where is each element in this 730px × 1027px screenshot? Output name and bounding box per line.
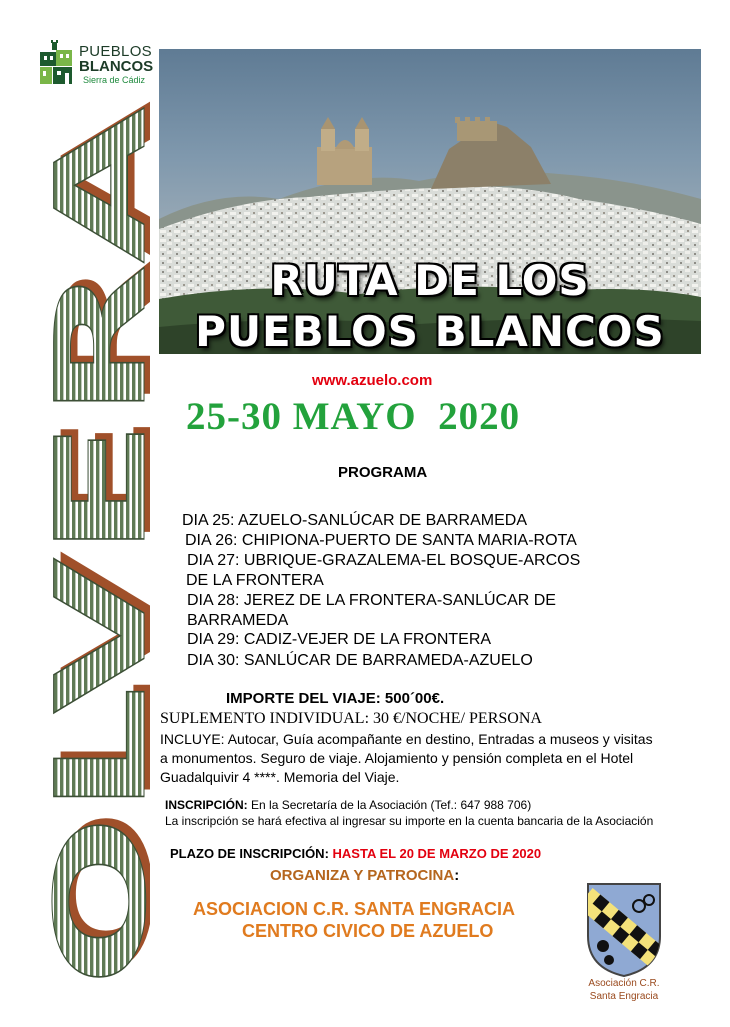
organizer-heading-text: ORGANIZA Y PATROCINA <box>270 867 455 884</box>
shield-icon <box>583 880 665 978</box>
itinerary-line: DIA 25: AZUELO-SANLÚCAR DE BARRAMEDA <box>182 512 527 529</box>
itinerary-line: DIA 29: CADIZ-VEJER DE LA FRONTERA <box>187 631 492 648</box>
side-title-graphic <box>22 95 150 1000</box>
itinerary-line: DE LA FRONTERA <box>186 572 324 589</box>
banner-headline-line-1: RUTA DE LOS <box>270 256 590 305</box>
deadline-value: HASTA EL 20 DE MARZO DE 2020 <box>332 846 542 861</box>
registration-label: INSCRIPCIÓN: <box>165 798 248 812</box>
event-dates: 25-30 MAYO 2020 <box>186 395 521 438</box>
trip-price: IMPORTE DEL VIAJE: 500´00€. <box>226 690 445 707</box>
itinerary-line: BARRAMEDA <box>187 612 289 629</box>
emblem-caption-2: Santa Engracia <box>589 991 659 1002</box>
itinerary-line: DIA 28: JEREZ DE LA FRONTERA-SANLÚCAR DE <box>187 592 556 609</box>
emblem-caption-1: Asociación C.R. <box>588 978 660 989</box>
deadline-label: PLAZO DE INSCRIPCIÓN: <box>170 846 329 861</box>
logo-line-2: BLANCOS <box>79 58 154 75</box>
organizer-name-1: ASOCIACION C.R. SANTA ENGRACIA <box>193 899 516 919</box>
registration-info <box>165 797 665 829</box>
association-emblem <box>583 880 665 1005</box>
organizer-heading <box>270 867 459 884</box>
banner-headline-line-2: PUEBLOS BLANCOS <box>195 307 665 354</box>
itinerary-line: DIA 26: CHIPIONA-PUERTO DE SANTA MARIA-ROTA <box>185 532 577 549</box>
side-title-shadow: OLVERA <box>37 440 150 980</box>
pueblos-blancos-logo <box>38 40 158 90</box>
itinerary-line: DIA 30: SANLÚCAR DE BARRAMEDA-AZUELO <box>187 652 533 669</box>
website-link[interactable]: www.azuelo.com <box>312 372 433 389</box>
registration-deadline <box>170 846 541 861</box>
includes-text: INCLUYE: Autocar, Guía acompañante en destino, Entradas a museos y visitas a monumentos. Seguro de viaje. Alojamiento y pensión completa en el Hotel Guadalquivir 4 ****. Memoria del Viaje. <box>160 731 653 785</box>
itinerary-line: DIA 27: UBRIQUE-GRAZALEMA-EL BOSQUE-ARCOS <box>187 552 581 569</box>
banner-photo <box>159 49 701 354</box>
white-villages-icon <box>38 40 74 86</box>
single-supplement: SUPLEMENTO INDIVIDUAL: 30 €/NOCHE/ PERSONA <box>160 710 542 727</box>
side-title-text: OLVERA <box>30 447 150 987</box>
organizer-name-2: CENTRO CIVICO DE AZUELO <box>242 921 494 941</box>
logo-line-1: PUEBLOS <box>79 43 152 60</box>
registration-text: En la Secretaría de la Asociación (Tef.: 647 988 706) <box>251 798 532 812</box>
organizer-heading-colon: : <box>454 867 460 884</box>
programa-heading: PROGRAMA <box>338 464 428 481</box>
side-title-wordart <box>22 95 150 1000</box>
registration-note: La inscripción se hará efectiva al ingresar su importe en la cuenta bancaria de la Asociación <box>165 814 654 828</box>
logo-line-3: Sierra de Cádiz <box>83 75 146 85</box>
